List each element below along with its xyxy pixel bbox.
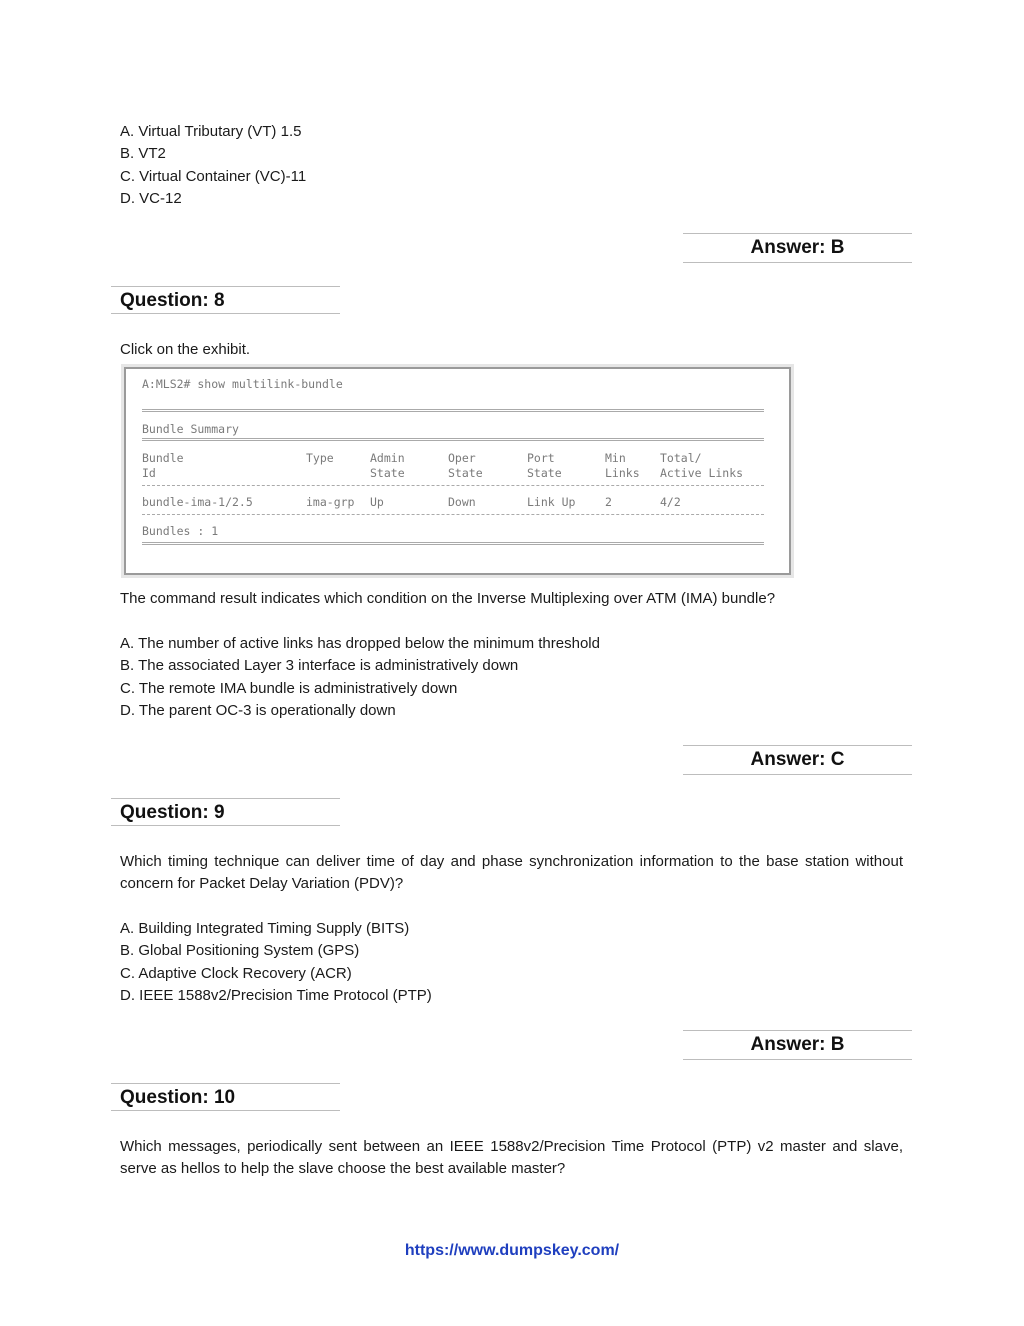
q9-title: Question: 9 (111, 798, 340, 826)
exhibit-bundles-count: Bundles : 1 (142, 524, 219, 538)
q9-option-d: D. IEEE 1588v2/Precision Time Protocol (PTP) (120, 987, 432, 1004)
exhibit-header-port-state: State (527, 466, 562, 480)
exhibit-cell-active-links: 4/2 (660, 495, 681, 509)
exhibit-separator (142, 542, 764, 545)
q7-option-d: D. VC-12 (120, 190, 182, 207)
exhibit-cell-oper-state: Down (448, 495, 476, 509)
exhibit-header-port: Port (527, 451, 555, 465)
q8-option-b: B. The associated Layer 3 interface is administratively down (120, 657, 519, 674)
exhibit-separator (142, 409, 764, 412)
q7-option-b: B. VT2 (120, 145, 166, 162)
exhibit-header-oper-state: State (448, 466, 483, 480)
q8-exhibit (124, 367, 791, 575)
q8-intro: Click on the exhibit. (120, 341, 251, 358)
exhibit-header-bundle: Bundle (142, 451, 184, 465)
q8-option-d: D. The parent OC-3 is operationally down (120, 702, 396, 719)
exhibit-header-min-links: Links (605, 466, 640, 480)
q10-title: Question: 10 (111, 1083, 340, 1111)
exhibit-section-title: Bundle Summary (142, 422, 239, 436)
q7-option-c: C. Virtual Container (VC)-11 (120, 168, 307, 185)
q10-question: Which messages, periodically sent between an IEEE 1588v2/Precision Time Protocol (PTP) v2 master and slave, serve as hellos to help the slave choose the best available master? (120, 1138, 903, 1177)
exhibit-header-active-links: Active Links (660, 466, 744, 480)
q8-title: Question: 8 (111, 286, 340, 314)
exhibit-separator (142, 485, 764, 486)
exhibit-cell-type: ima-grp (306, 495, 355, 509)
q9-question: Which timing technique can deliver time of day and phase synchronization information to the base station without concern for Packet Delay Variation (PDV)? (120, 853, 903, 892)
exhibit-cell-min-links: 2 (605, 495, 612, 509)
exhibit-header-oper: Oper (448, 451, 476, 465)
exhibit-header-total: Total/ (660, 451, 702, 465)
q9-option-c: C. Adaptive Clock Recovery (ACR) (120, 965, 352, 982)
exhibit-cell-admin-state: Up (370, 495, 384, 509)
exhibit-header-admin-state: State (370, 466, 405, 480)
exhibit-header-min: Min (605, 451, 626, 465)
exhibit-cell-port-state: Link Up (527, 495, 576, 509)
q7-answer: Answer: B (683, 233, 912, 263)
q8-option-a: A. The number of active links has dropped below the minimum threshold (120, 635, 600, 652)
exhibit-header-type: Type (306, 451, 334, 465)
q7-option-a: A. Virtual Tributary (VT) 1.5 (120, 123, 302, 140)
q9-answer: Answer: B (683, 1030, 912, 1060)
q8-option-c: C. The remote IMA bundle is administratively down (120, 680, 458, 697)
exhibit-command: A:MLS2# show multilink-bundle (142, 377, 343, 391)
exhibit-header-admin: Admin (370, 451, 405, 465)
footer-link[interactable]: https://www.dumpskey.com/ (404, 1242, 620, 1259)
exhibit-separator (142, 438, 764, 441)
exhibit-header-id: Id (142, 466, 156, 480)
exhibit-separator (142, 514, 764, 515)
q8-question: The command result indicates which condition on the Inverse Multiplexing over ATM (IMA) bundle? (120, 590, 776, 607)
q8-answer: Answer: C (683, 745, 912, 775)
q9-option-b: B. Global Positioning System (GPS) (120, 942, 360, 959)
q9-option-a: A. Building Integrated Timing Supply (BITS) (120, 920, 410, 937)
exhibit-cell-bundle-id: bundle-ima-1/2.5 (142, 495, 253, 509)
